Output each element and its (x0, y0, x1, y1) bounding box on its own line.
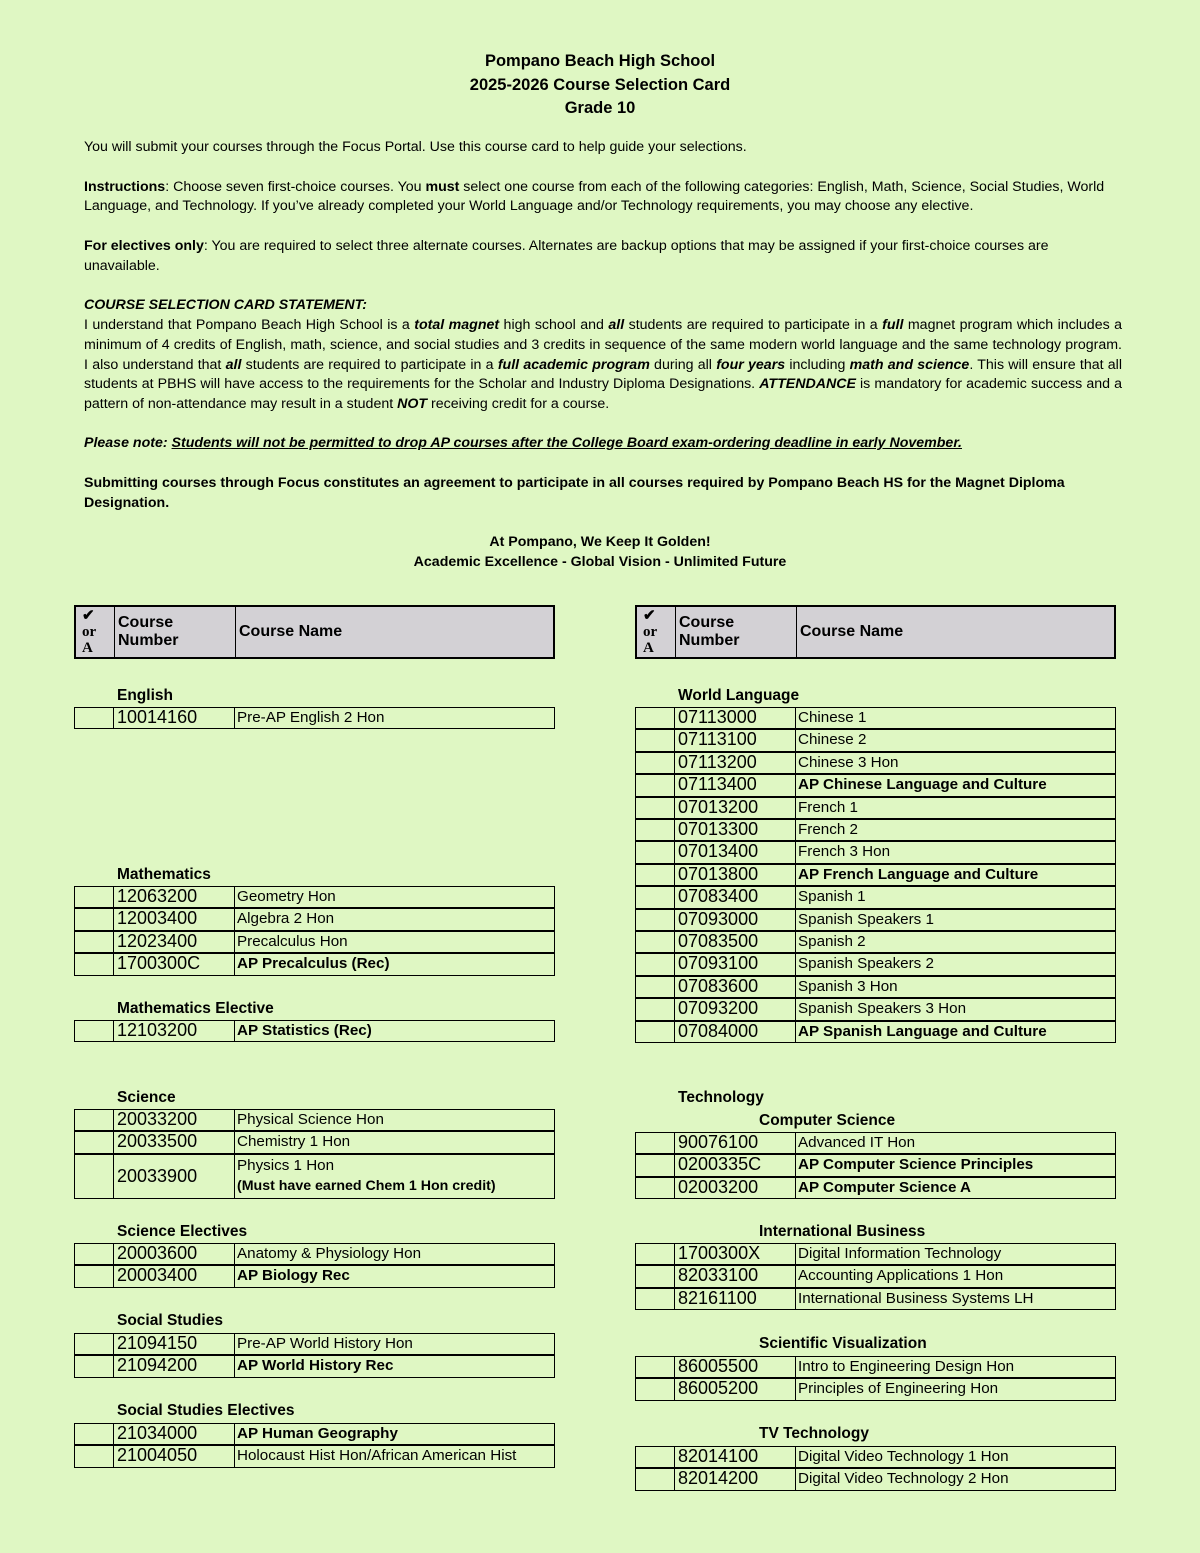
motto: Academic Excellence - Global Vision - Unlimited Future (413, 554, 787, 570)
course-name: Spanish Speakers 3 Hon (798, 1000, 967, 1018)
course-name: Spanish 3 Hon (798, 977, 898, 995)
course-name: AP Human Geography (237, 1425, 398, 1442)
selection-checkbox-cell[interactable] (636, 865, 675, 885)
course-name: French 1 (798, 798, 858, 816)
course-name: Spanish Speakers 2 (798, 955, 934, 973)
course-row (635, 864, 1116, 886)
selection-checkbox-cell[interactable] (636, 798, 675, 818)
section-title-tv: TV Technology (759, 1425, 869, 1442)
course-number: 21034000 (114, 1424, 235, 1444)
course-row (635, 752, 1116, 774)
course-row (74, 1243, 555, 1265)
course-number: 07113100 (675, 730, 796, 750)
instructions-label: Instructions (84, 178, 166, 195)
selection-checkbox-cell[interactable] (636, 910, 675, 930)
right-table-header (635, 605, 1116, 659)
course-name: French 2 (798, 821, 858, 838)
selection-checkbox-cell[interactable] (75, 1244, 114, 1264)
course-number: 07083600 (675, 977, 796, 997)
selection-checkbox-cell[interactable] (636, 1289, 675, 1309)
selection-checkbox-cell[interactable] (75, 954, 114, 974)
course-number: 07013200 (675, 798, 796, 818)
course-name: AP French Language and Culture (798, 865, 1039, 883)
course-number: 07013300 (675, 820, 796, 840)
course-name-header: Course Name (239, 623, 343, 640)
course-row (635, 1132, 1116, 1154)
course-name: Holocaust Hist Hon/African American Hist (237, 1447, 517, 1465)
section-title-social-electives: Social Studies Electives (117, 1402, 295, 1419)
course-row (74, 1154, 555, 1199)
course-number: 86005500 (675, 1357, 796, 1377)
selection-checkbox-cell[interactable] (636, 1469, 675, 1489)
course-number-header: Course Number (115, 607, 236, 657)
course-number: 82014100 (675, 1447, 796, 1467)
course-number: 21004050 (114, 1446, 235, 1466)
course-row (635, 909, 1116, 931)
course-number: 20033200 (114, 1110, 235, 1130)
course-number: 21094150 (114, 1334, 235, 1354)
course-number: 20003400 (114, 1266, 235, 1286)
course-row (74, 1020, 555, 1042)
course-row (635, 819, 1116, 841)
course-name: Chinese 2 (798, 731, 867, 749)
selection-checkbox-cell[interactable] (75, 1446, 114, 1466)
selection-checkbox-cell[interactable] (75, 708, 114, 728)
course-name: AP Statistics (Rec) (237, 1022, 372, 1039)
selection-checkbox-cell[interactable] (75, 932, 114, 952)
selection-checkbox-cell[interactable] (636, 820, 675, 840)
course-number: 12103200 (114, 1021, 235, 1041)
section-title-world: World Language (678, 687, 800, 704)
course-number: 07093100 (675, 954, 796, 974)
course-name: French 3 Hon (798, 843, 891, 861)
course-row (635, 1177, 1116, 1199)
selection-checkbox-cell[interactable] (636, 1155, 675, 1175)
course-name: Pre-AP World History Hon (237, 1335, 413, 1352)
course-prerequisite-note: (Must have earned Chem 1 Hon credit) (237, 1177, 496, 1194)
section-title-cs: Computer Science (759, 1112, 896, 1129)
course-number: 82033100 (675, 1266, 796, 1286)
course-name-text: Physics 1 Hon (237, 1156, 335, 1174)
statement-text: I understand that Pompano Beach High School is a total magnet high school and all students are required to participate in a full magnet program which includes a minimum of 4 credits of English, math, science, and social studies and 3 credits in sequence of the same modern world language and the same technology program. I also understand that all students are required to participate in a full academic program during all four years including math and science. This will ensure that all students at PBHS will have access to the requirements for the Scholar and Industry Diploma Designations. ATTENDANCE is mandatory for academic success and a pattern of non-attendance may result in a student NOT receiving credit for a course. (84, 317, 1123, 413)
selection-checkbox-cell[interactable] (75, 1356, 114, 1376)
selection-checkbox-cell[interactable] (636, 1357, 675, 1377)
submitting-statement: Submitting courses through Focus constitutes an agreement to participate in all courses required by Pompano Beach HS for the Magnet Diploma Designation. (84, 475, 1065, 511)
course-number: 86005200 (675, 1379, 796, 1399)
grade-title: Grade 10 (564, 99, 636, 117)
course-number: 07083500 (675, 932, 796, 952)
course-number: 12063200 (114, 887, 235, 907)
selection-checkbox-cell[interactable] (75, 1155, 114, 1198)
course-number: 02003200 (675, 1178, 796, 1198)
course-row (74, 1265, 555, 1287)
course-row (635, 841, 1116, 863)
course-name: Pre-AP English 2 Hon (237, 709, 385, 726)
course-number: 12003400 (114, 909, 235, 929)
course-number: 1700300X (675, 1244, 796, 1264)
course-number: 07113000 (675, 708, 796, 728)
section-title-math: Mathematics (117, 866, 211, 883)
course-row (635, 931, 1116, 953)
course-row (635, 729, 1116, 751)
course-number: 07113400 (675, 775, 796, 795)
course-number: 07013800 (675, 865, 796, 885)
course-row (635, 1288, 1116, 1310)
course-row (74, 1355, 555, 1377)
course-number: 07084000 (675, 1022, 796, 1042)
selection-checkbox-cell[interactable] (636, 775, 675, 795)
course-name: AP Biology Rec (237, 1267, 350, 1285)
selection-checkbox-cell[interactable] (75, 1266, 114, 1286)
course-row (635, 976, 1116, 998)
section-title-science: Science (117, 1089, 176, 1106)
electives-label: For electives only (84, 238, 204, 254)
course-number: 20033500 (114, 1132, 235, 1152)
course-row (635, 998, 1116, 1020)
course-name: Chinese 1 (798, 709, 867, 726)
course-name: Spanish 1 (798, 888, 866, 906)
course-number: 0200335C (675, 1155, 796, 1175)
selection-checkbox-cell[interactable] (636, 842, 675, 862)
course-row (635, 1243, 1116, 1265)
course-name: AP Computer Science A (798, 1178, 972, 1196)
course-row (635, 1265, 1116, 1287)
course-row (74, 1445, 555, 1467)
course-row (74, 886, 555, 908)
course-row (74, 1131, 555, 1153)
selection-checkbox-cell[interactable] (636, 954, 675, 974)
course-name: Algebra 2 Hon (237, 910, 335, 928)
course-row (74, 931, 555, 953)
course-row (635, 1446, 1116, 1468)
course-number: 07083400 (675, 887, 796, 907)
course-name: AP Precalculus (Rec) (237, 955, 390, 973)
statement-heading: COURSE SELECTION CARD STATEMENT: (84, 297, 367, 313)
selection-checkbox-cell[interactable] (636, 1133, 675, 1153)
course-name: Digital Video Technology 1 Hon (798, 1448, 1009, 1465)
instructions-text: Instructions: Choose seven first-choice courses. You must select one course from each of the following categories: English, Math, Science, Social Studies, World Language, and Technology. If you’ve already completed your World Language and/or Technology requirements, you may choose any elective. (84, 178, 1105, 215)
section-title-sv: Scientific Visualization (759, 1335, 927, 1352)
course-row (74, 707, 555, 729)
section-title-ib: International Business (759, 1223, 926, 1240)
course-name: Physical Science Hon (237, 1111, 384, 1128)
section-title-science-electives: Science Electives (117, 1223, 248, 1240)
electives-text: For electives only: You are required to select three alternate courses. Alternates are backup options that may be assigned if your first-choice courses are unavailable. (84, 238, 1049, 274)
course-name: Chinese 3 Hon (798, 753, 899, 771)
course-name: Accounting Applications 1 Hon (798, 1267, 1004, 1285)
course-row (74, 908, 555, 930)
course-name: Precalculus Hon (237, 932, 348, 950)
course-name: AP Spanish Language and Culture (798, 1022, 1047, 1040)
course-row (74, 1423, 555, 1445)
selection-checkbox-cell[interactable] (75, 1132, 114, 1152)
selection-checkbox-cell[interactable] (636, 977, 675, 997)
course-name: Intro to Engineering Design Hon (798, 1358, 1015, 1375)
course-row (635, 1356, 1116, 1378)
check-column-header: ✔ or A (637, 607, 676, 657)
card-title: 2025-2026 Course Selection Card (469, 75, 731, 94)
section-title-technology: Technology (678, 1089, 764, 1106)
course-row (74, 1109, 555, 1131)
course-row (635, 797, 1116, 819)
course-number: 07093000 (675, 910, 796, 930)
course-name: Advanced IT Hon (798, 1134, 916, 1151)
course-number: 21094200 (114, 1356, 235, 1376)
course-number: 20003600 (114, 1244, 235, 1264)
course-row (74, 1333, 555, 1355)
left-table-header (74, 605, 555, 659)
course-row (635, 707, 1116, 729)
intro-text: You will submit your courses through the Focus Portal. Use this course card to help guide your selections. (84, 139, 747, 155)
course-name: AP Computer Science Principles (798, 1156, 1034, 1174)
course-name: Principles of Engineering Hon (798, 1380, 999, 1398)
selection-checkbox-cell[interactable] (75, 1334, 114, 1354)
selection-checkbox-cell[interactable] (636, 1244, 675, 1264)
course-number: 07113200 (675, 753, 796, 773)
slogan: At Pompano, We Keep It Golden! (489, 534, 711, 550)
course-row (635, 1021, 1116, 1043)
course-row (635, 1378, 1116, 1400)
section-title-social: Social Studies (117, 1312, 223, 1329)
checkmark-icon: ✔ (82, 608, 95, 624)
course-number: 12023400 (114, 932, 235, 952)
selection-checkbox-cell[interactable] (636, 753, 675, 773)
please-note: Please note: Students will not be permitted to drop AP courses after the College Board exam-ordering deadline in early November. (84, 435, 962, 451)
course-number: 20033900 (114, 1155, 235, 1198)
course-number: 82161100 (675, 1289, 796, 1309)
course-row (635, 1468, 1116, 1490)
course-row (635, 886, 1116, 908)
selection-checkbox-cell[interactable] (636, 1379, 675, 1399)
course-name: Digital Information Technology (798, 1245, 1002, 1262)
checkmark-icon: ✔ (643, 608, 656, 624)
course-number: 07093200 (675, 999, 796, 1019)
course-number: 1700300C (114, 954, 235, 974)
selection-checkbox-cell[interactable] (636, 999, 675, 1019)
course-name: Chemistry 1 Hon (237, 1133, 351, 1151)
course-number: 10014160 (114, 708, 235, 728)
course-row (635, 774, 1116, 796)
check-column-header: ✔ or A (76, 607, 115, 657)
section-title-math-elective: Mathematics Elective (117, 1000, 274, 1017)
course-name: Spanish Speakers 1 (798, 910, 934, 928)
course-number: 90076100 (675, 1133, 796, 1153)
section-title-english: English (117, 687, 173, 704)
course-name: AP World History Rec (237, 1357, 394, 1375)
course-row (74, 953, 555, 975)
course-name: Spanish 2 (798, 933, 866, 950)
selection-checkbox-cell[interactable] (636, 1266, 675, 1286)
selection-checkbox-cell[interactable] (75, 909, 114, 929)
course-name: Geometry Hon (237, 888, 336, 905)
selection-checkbox-cell[interactable] (636, 730, 675, 750)
selection-checkbox-cell[interactable] (636, 887, 675, 907)
course-name: AP Chinese Language and Culture (798, 776, 1047, 794)
course-name (235, 1155, 554, 1198)
course-name: Digital Video Technology 2 Hon (798, 1470, 1009, 1488)
selection-checkbox-cell[interactable] (636, 1447, 675, 1467)
course-row (635, 1154, 1116, 1176)
course-row (635, 953, 1116, 975)
course-name: International Business Systems LH (798, 1289, 1034, 1307)
course-number: 07013400 (675, 842, 796, 862)
selection-checkbox-cell[interactable] (636, 708, 675, 728)
selection-checkbox-cell[interactable] (636, 932, 675, 952)
school-name: Pompano Beach High School (484, 52, 716, 70)
course-name-header: Course Name (800, 623, 904, 640)
selection-checkbox-cell[interactable] (75, 887, 114, 907)
selection-checkbox-cell[interactable] (75, 1424, 114, 1444)
course-number: 82014200 (675, 1469, 796, 1489)
selection-checkbox-cell[interactable] (75, 1110, 114, 1130)
selection-checkbox-cell[interactable] (75, 1021, 114, 1041)
course-name: Anatomy & Physiology Hon (237, 1245, 422, 1262)
selection-checkbox-cell[interactable] (636, 1178, 675, 1198)
course-number-header: Course Number (676, 607, 797, 657)
selection-checkbox-cell[interactable] (636, 1022, 675, 1042)
